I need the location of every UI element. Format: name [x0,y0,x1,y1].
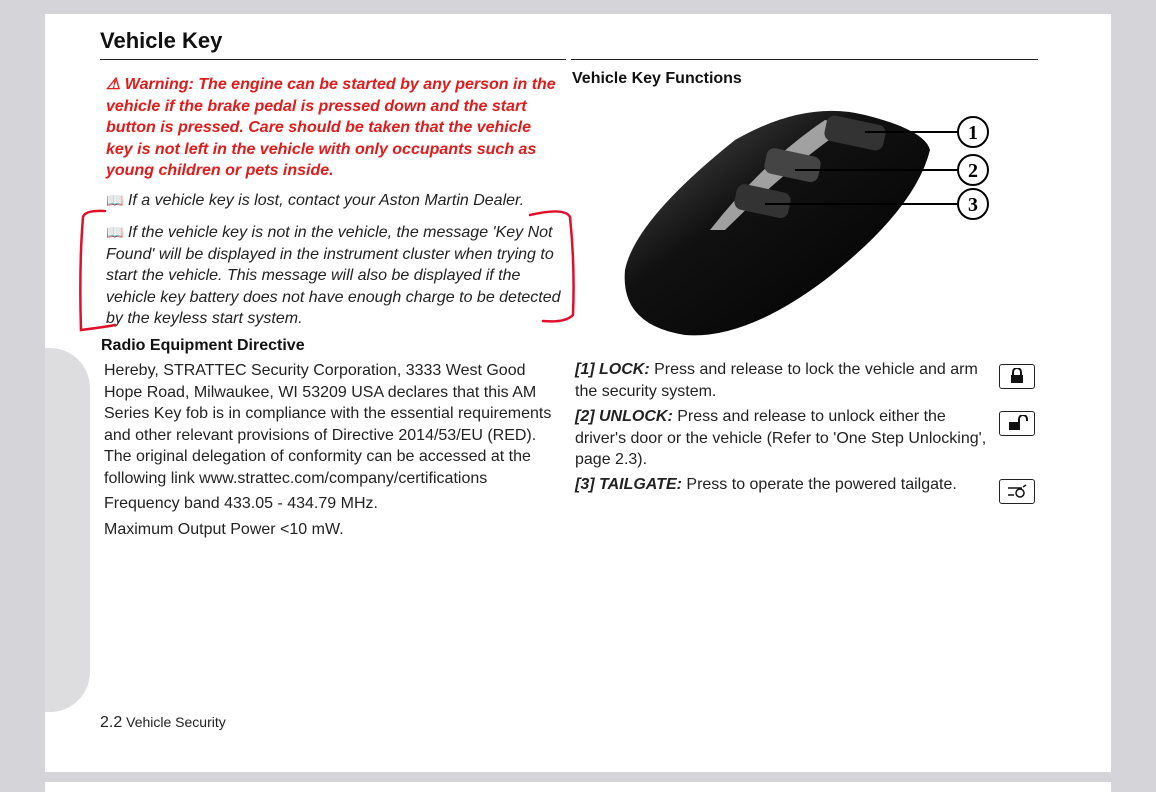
key-fob-image [615,100,995,345]
title-rule-right [571,59,1038,60]
function-lock: [1] LOCK: Press and release to lock the vehicle and arm the security system. [575,361,978,400]
unlock-icon [999,411,1035,436]
svg-text:2: 2 [968,160,978,182]
lock-icon [999,364,1035,389]
directive-body [104,360,564,544]
warning-text: ⚠ Warning: The engine can be started by any person in the vehicle if the brake pedal is pressed down and the start button is pressed. Care should be taken that the vehicle key is not left in the vehicle with only occupants such as young children or pets inside. [106,76,556,179]
note-key-not-found: 📖 If the vehicle key is not in the vehicle, the message 'Key Not Found' will be displayed in the instrument cluster when trying to start the vehicle. This message will also be displayed if the vehicle key battery does not have enough charge to be detected by the keyless start system. [106,224,561,327]
next-page-edge [45,782,1111,792]
note-lost-key: 📖 If a vehicle key is lost, contact your Aston Martin Dealer. [106,192,525,209]
title-rule-left [100,59,566,60]
page-edge-tab [45,348,90,712]
function-tailgate: [3] TAILGATE: Press to operate the powered tailgate. [575,476,957,493]
svg-text:3: 3 [968,194,978,216]
directive-paragraph: Hereby, STRATTEC Security Corporation, 3333 West Good Hope Road, Milwaukee, WI 53209 USA declares that this AM Series Key fob is in compliance with the essential requirements and other relevant provisions of Directive 2014/53/EU (RED). The original delegation of conformity can be accessed at the following link www.strattec.com/company/certifications [104,362,552,487]
book-icon: 📖 [106,224,124,240]
warning-icon: ⚠ [106,76,121,93]
tailgate-icon [999,479,1035,504]
functions-title: Vehicle Key Functions [572,70,742,87]
function-unlock: [2] UNLOCK: Press and release to unlock either the driver's door or the vehicle (Refer to 'One Step Unlocking', page 2.3). [575,408,987,468]
callout-3 [958,189,988,219]
footer-section: Vehicle Security [126,714,226,730]
svg-text:1: 1 [968,122,978,144]
callout-1 [958,117,988,147]
red-annotation-bracket [75,205,580,335]
page-footer [100,714,226,732]
max-output-power: Maximum Output Power <10 mW. [104,520,344,538]
frequency-band: Frequency band 433.05 - 434.79 MHz. [104,495,378,512]
book-icon: 📖 [106,192,124,208]
section-title: Vehicle Key [100,28,223,53]
callout-2 [958,155,988,185]
page-number: 2.2 [100,714,123,731]
directive-title: Radio Equipment Directive [101,337,305,354]
